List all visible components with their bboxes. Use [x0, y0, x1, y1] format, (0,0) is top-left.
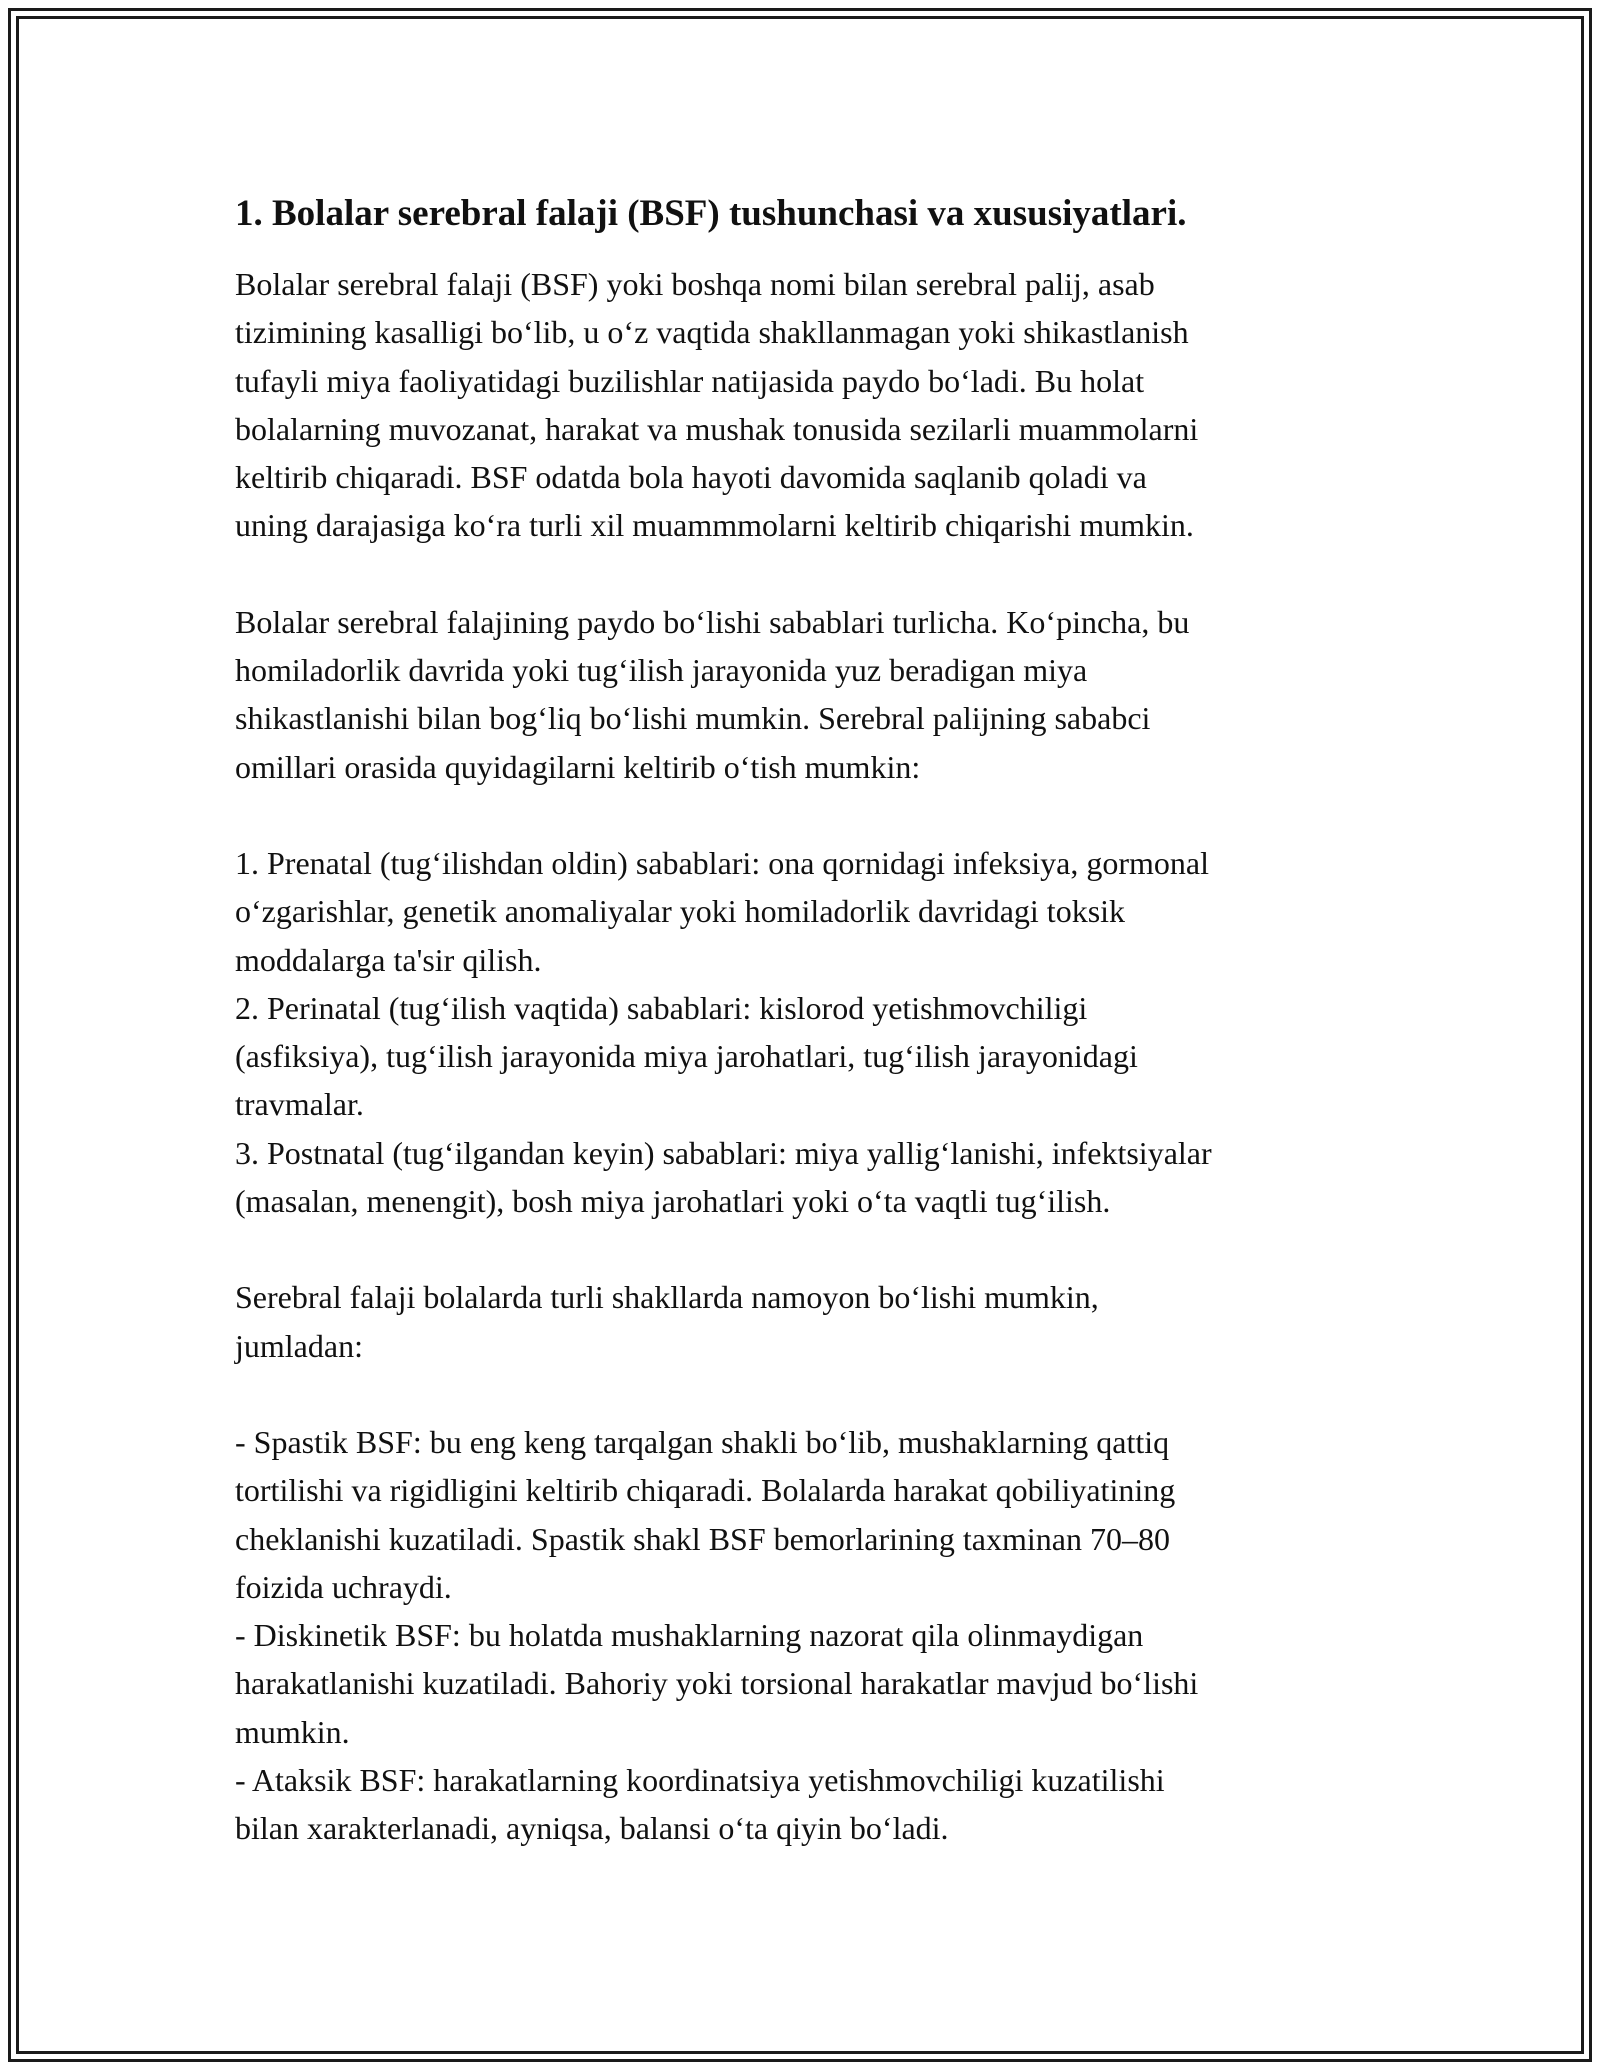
- text-line: homiladorlik davrida yoki tug‘ilish jarayonida yuz beradigan miya: [235, 652, 1088, 689]
- list-item-line: moddalarga ta'sir qilish.: [235, 941, 542, 978]
- text-line: shikastlanishi bilan bog‘liq bo‘lishi mumkin. Serebral palijning sababci: [235, 700, 1151, 737]
- text-line: uning darajasiga ko‘ra turli xil muammmolarni keltirib chiqarishi mumkin.: [235, 507, 1194, 544]
- text-line: omillari orasida quyidagilarni keltirib o‘tish mumkin:: [235, 748, 921, 785]
- list-item-line: tortilishi va rigidligini keltirib chiqaradi. Bolalarda harakat qobiliyatining: [235, 1472, 1176, 1509]
- forms-list: [235, 1418, 1365, 1853]
- list-item-line: harakatlanishi kuzatiladi. Bahoriy yoki torsional harakatlar mavjud bo‘lishi: [235, 1665, 1199, 1702]
- text-line: jumladan:: [235, 1327, 363, 1364]
- paragraph-forms-intro: [235, 1273, 1365, 1370]
- causes-list: [235, 839, 1365, 1225]
- list-item-line: bilan xarakterlanadi, ayniqsa, balansi o‘ta qiyin bo‘ladi.: [235, 1810, 949, 1847]
- list-item-line: o‘zgarishlar, genetik anomaliyalar yoki homiladorlik davridagi toksik: [235, 893, 1126, 930]
- list-item-line: - Spastik BSF: bu eng keng tarqalgan shakli bo‘lib, mushaklarning qattiq: [235, 1423, 1170, 1460]
- list-item-line: mumkin.: [235, 1713, 350, 1750]
- paragraph-spacer: [235, 1370, 1365, 1418]
- text-line: bolalarning muvozanat, harakat va mushak tonusida sezilarli muammolarni: [235, 410, 1199, 447]
- paragraph-spacer: [235, 550, 1365, 598]
- list-item-line: (asfiksiya), tug‘ilish jarayonida miya jarohatlari, tug‘ilish jarayonidagi: [235, 1038, 1138, 1075]
- list-item-line: - Ataksik BSF: harakatlarning koordinatsiya yetishmovchiligi kuzatilishi: [235, 1762, 1165, 1799]
- text-line: Bolalar serebral falaji (BSF) yoki boshqa nomi bilan serebral palij, asab: [235, 266, 1155, 302]
- text-line: Serebral falaji bolalarda turli shakllarda namoyon bo‘lishi mumkin,: [235, 1279, 1099, 1316]
- list-item-line: foizida uchraydi.: [235, 1568, 452, 1605]
- text-line: Bolalar serebral falajining paydo bo‘lishi sabablari turlicha. Ko‘pincha, bu: [235, 603, 1190, 640]
- document-body: [235, 190, 1365, 1853]
- paragraph-spacer: [235, 791, 1365, 839]
- text-line: keltirib chiqaradi. BSF odatda bola hayoti davomida saqlanib qoladi va: [235, 459, 1147, 496]
- paragraph-spacer: [235, 1225, 1365, 1273]
- list-item-line: - Diskinetik BSF: bu holatda mushaklarning nazorat qila olinmaydigan: [235, 1617, 1144, 1654]
- paragraph-definition: [235, 260, 1365, 550]
- list-item-line: (masalan, menengit), bosh miya jarohatlari yoki o‘ta vaqtli tug‘ilish.: [235, 1183, 1111, 1220]
- paragraph-causes-intro: [235, 598, 1365, 791]
- section-heading: 1. Bolalar serebral falaji (BSF) tushunchasi va xususiyatlari.: [235, 193, 1187, 234]
- list-item-line: 3. Postnatal (tug‘ilgandan keyin) sabablari: miya yallig‘lanishi, infektsiyalar: [235, 1134, 1212, 1171]
- list-item-line: cheklanishi kuzatiladi. Spastik shakl BSF bemorlarining taxminan 70–80: [235, 1520, 1170, 1557]
- list-item-line: travmalar.: [235, 1086, 364, 1123]
- list-item-line: 2. Perinatal (tug‘ilish vaqtida) sabablari: kislorod yetishmovchiligi: [235, 989, 1088, 1026]
- list-item-line: 1. Prenatal (tug‘ilishdan oldin) sabablari: ona qornidagi infeksiya, gormonal: [235, 844, 1209, 881]
- text-line: tizimining kasalligi bo‘lib, u o‘z vaqtida shakllanmagan yoki shikastlanish: [235, 314, 1189, 351]
- text-line: tufayli miya faoliyatidagi buzilishlar natijasida paydo bo‘ladi. Bu holat: [235, 362, 1145, 399]
